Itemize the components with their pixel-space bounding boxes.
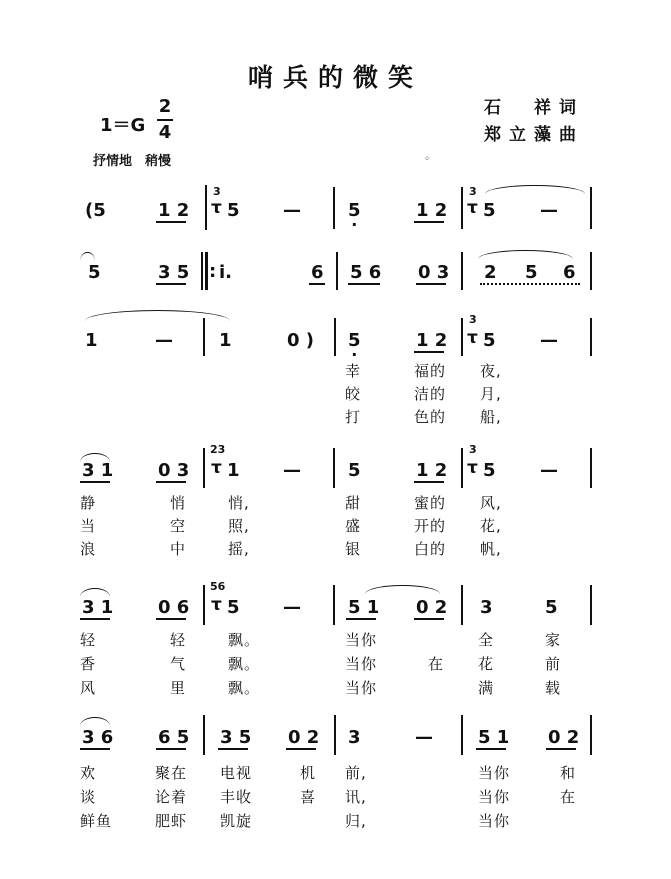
repeat-barline-thick (205, 252, 208, 290)
note: 5 (483, 200, 496, 221)
lyric: 悄, (228, 494, 250, 512)
beam (414, 351, 444, 353)
lyric: 当你 (478, 812, 511, 830)
staff-line-5 (0, 580, 671, 705)
lyric: 机 (300, 764, 317, 782)
dash: — (283, 200, 301, 221)
note: 5 (545, 597, 558, 618)
tie-end (80, 252, 95, 261)
grace-note: 56 (210, 580, 226, 593)
lyric: 船, (480, 408, 502, 426)
lyric: 归, (345, 812, 367, 830)
barline (461, 252, 463, 290)
note: 6 (563, 262, 576, 283)
lyric: 皎 (345, 385, 362, 403)
barline (590, 318, 592, 356)
slur (80, 717, 110, 726)
beam (416, 283, 446, 285)
beam (80, 748, 110, 750)
beam (414, 221, 444, 223)
lyric: 满 (478, 679, 495, 697)
note-group: 1 2 (416, 200, 448, 221)
barline (590, 715, 592, 755)
lyric: 轻 (80, 631, 97, 649)
lyric: 前, (345, 764, 367, 782)
lyric: 飘。 (228, 631, 261, 649)
staff-line-2 (0, 248, 671, 293)
stray-dot-mark: ◦ (424, 154, 430, 165)
note: 5 (483, 330, 496, 351)
song-title: 哨兵的微笑 (247, 63, 423, 92)
lyric: 摇, (228, 540, 250, 558)
lyric: 载 (545, 679, 562, 697)
lyric: 丰收 (220, 788, 253, 806)
grace-slur-mark: τ (211, 198, 222, 218)
lyric: 银 (345, 540, 362, 558)
barline (336, 252, 338, 290)
beam (156, 618, 186, 620)
lyric: 气 (170, 655, 187, 673)
note-group: 0 3 (158, 460, 190, 481)
note-group: 3 5 (220, 727, 252, 748)
lyric: 中 (170, 540, 187, 558)
beam (309, 283, 325, 285)
staff-line-3 (0, 305, 671, 430)
lyric: 和 (560, 764, 577, 782)
barline (333, 448, 335, 488)
beam (414, 481, 444, 483)
note: 5 · (348, 200, 361, 221)
note-group: 5 1 (348, 597, 380, 618)
tie (485, 185, 585, 194)
slur (80, 588, 110, 597)
lyric: 当你 (478, 788, 511, 806)
lyric: 讯, (345, 788, 367, 806)
grace-slur-mark: τ (467, 198, 478, 218)
grace-note: 3 (469, 443, 477, 456)
lyric: 飘。 (228, 655, 261, 673)
lyric: 蜜的 (414, 494, 447, 512)
lyric: 风, (480, 494, 502, 512)
dash: — (540, 200, 558, 221)
grace-slur-mark: τ (211, 458, 222, 478)
note-open: (5 (85, 200, 106, 221)
dash: — (540, 330, 558, 351)
lyric: 电视 (220, 764, 253, 782)
lyric: 开的 (414, 517, 447, 535)
lyric: 谈 (80, 788, 97, 806)
note-group: 0 2 (416, 597, 448, 618)
note-group: 3 5 (158, 262, 190, 283)
barline (334, 318, 336, 356)
barline (334, 715, 336, 755)
barline (590, 252, 592, 290)
barline (333, 585, 335, 625)
lyric: 家 (545, 631, 562, 649)
note: 3 (480, 597, 493, 618)
note: 5 (348, 460, 361, 481)
barline (203, 448, 205, 488)
barline (590, 585, 592, 625)
lyric: 盛 (345, 517, 362, 535)
beam (286, 748, 316, 750)
barline (461, 715, 463, 755)
note-group: 1 2 (416, 460, 448, 481)
beam (156, 221, 186, 223)
note: 5 (227, 597, 240, 618)
lyric: 当 (80, 517, 97, 535)
barline (590, 187, 592, 229)
slur (478, 250, 573, 259)
barline (203, 585, 205, 625)
time-signature-top: 2 (158, 96, 172, 117)
staff-line-6 (0, 715, 671, 840)
lyric: 花 (478, 655, 495, 673)
barline (203, 318, 205, 356)
dash: — (283, 460, 301, 481)
note: 1 (85, 330, 98, 351)
grace-slur-mark: τ (211, 595, 222, 615)
lyric: 打 (345, 408, 362, 426)
lyric: 轻 (170, 631, 187, 649)
lyric: 喜 (300, 788, 317, 806)
barline (461, 187, 463, 229)
beam (80, 618, 110, 620)
tie (85, 310, 230, 321)
lyric: 肥虾 (155, 812, 188, 830)
tempo-marking: 抒情地 稍慢 (93, 154, 172, 169)
barline (461, 448, 463, 488)
lyric: 花, (480, 517, 502, 535)
slur (365, 585, 440, 594)
beam (156, 283, 186, 285)
note-group: 6 5 (158, 727, 190, 748)
lyric: 静 (80, 494, 97, 512)
key-signature: 1＝G (100, 115, 146, 136)
lyric: 当你 (345, 655, 378, 673)
lyric: 风 (80, 679, 97, 697)
lyric: 里 (170, 679, 187, 697)
dash: — (155, 330, 173, 351)
repeat-barline-thin (201, 252, 203, 290)
time-signature-bottom: 4 (158, 122, 172, 143)
beam (346, 618, 376, 620)
lyric: 凯旋 (220, 812, 253, 830)
beam (480, 283, 580, 285)
beam (348, 283, 380, 285)
dash: — (540, 460, 558, 481)
lyric: 帆, (480, 540, 502, 558)
lyric: 在 (428, 655, 445, 673)
note-group: 0 2 (288, 727, 320, 748)
time-signature (157, 96, 173, 144)
beam (476, 748, 506, 750)
grace-note: 3 (213, 185, 221, 198)
lyric: 幸 (345, 362, 362, 380)
barline (333, 187, 335, 229)
note: 6 (311, 262, 324, 283)
note: 5 (525, 262, 538, 283)
lyric: 聚在 (155, 764, 188, 782)
barline (203, 715, 205, 755)
lyric: 论着 (155, 788, 188, 806)
note: 5 (483, 460, 496, 481)
lyric: 全 (478, 631, 495, 649)
lyric: 月, (480, 385, 502, 403)
lyric: 当你 (345, 679, 378, 697)
barline (461, 585, 463, 625)
lyric: 色的 (414, 408, 447, 426)
dash: — (283, 597, 301, 618)
beam (156, 748, 186, 750)
lyric: 前 (545, 655, 562, 673)
lyric: 甜 (345, 494, 362, 512)
grace-note: 3 (469, 313, 477, 326)
note-group: 0 6 (158, 597, 190, 618)
note: 3 (348, 727, 361, 748)
lyric: 洁的 (414, 385, 447, 403)
beam (80, 481, 110, 483)
lyric: 在 (560, 788, 577, 806)
grace-slur-mark: τ (467, 458, 478, 478)
dash: — (415, 727, 433, 748)
beam (156, 481, 186, 483)
note-group: 3 1 (82, 597, 114, 618)
note-group: 5 1 (478, 727, 510, 748)
barline (590, 448, 592, 488)
note: 1 (227, 460, 240, 481)
beam (218, 748, 248, 750)
lyric: 夜, (480, 362, 502, 380)
lyric: 香 (80, 655, 97, 673)
beam (546, 748, 576, 750)
note-group: 0 3 (418, 262, 450, 283)
lyric: 照, (228, 517, 250, 535)
repeat-dots: : (209, 261, 217, 282)
rest-close: 0 ) (287, 330, 315, 351)
note-group: 5 6 (350, 262, 382, 283)
staff-line-1 (0, 185, 671, 235)
note-group: 0 2 (548, 727, 580, 748)
barline (461, 318, 463, 356)
lyric: 白的 (414, 540, 447, 558)
lyric: 欢 (80, 764, 97, 782)
lyric: 当你 (478, 764, 511, 782)
note-group: 1 2 (416, 330, 448, 351)
note: 5 · (348, 330, 361, 351)
note: 5 (227, 200, 240, 221)
note-group: 3 6 (82, 727, 114, 748)
lyricist-credit: 石 祥词 (484, 98, 584, 118)
grace-note: 3 (469, 185, 477, 198)
note-group: 3 1 (82, 460, 114, 481)
barline (205, 185, 207, 230)
lyric: 飘。 (228, 679, 261, 697)
beam (414, 618, 444, 620)
lyric: 鲜鱼 (80, 812, 113, 830)
composer-credit: 郑立藻曲 (484, 125, 584, 145)
lyric: 浪 (80, 540, 97, 558)
note: 5 (88, 262, 101, 283)
lyric: 福的 (414, 362, 447, 380)
grace-note: 23 (210, 443, 226, 456)
lyric: 空 (170, 517, 187, 535)
note: 1 (219, 330, 232, 351)
note: i. (219, 262, 233, 283)
note-group: 1 2 (158, 200, 190, 221)
grace-slur-mark: τ (467, 328, 478, 348)
staff-line-4 (0, 445, 671, 570)
lyric: 悄 (170, 494, 187, 512)
lyric: 当你 (345, 631, 378, 649)
note: 2 (484, 262, 497, 283)
